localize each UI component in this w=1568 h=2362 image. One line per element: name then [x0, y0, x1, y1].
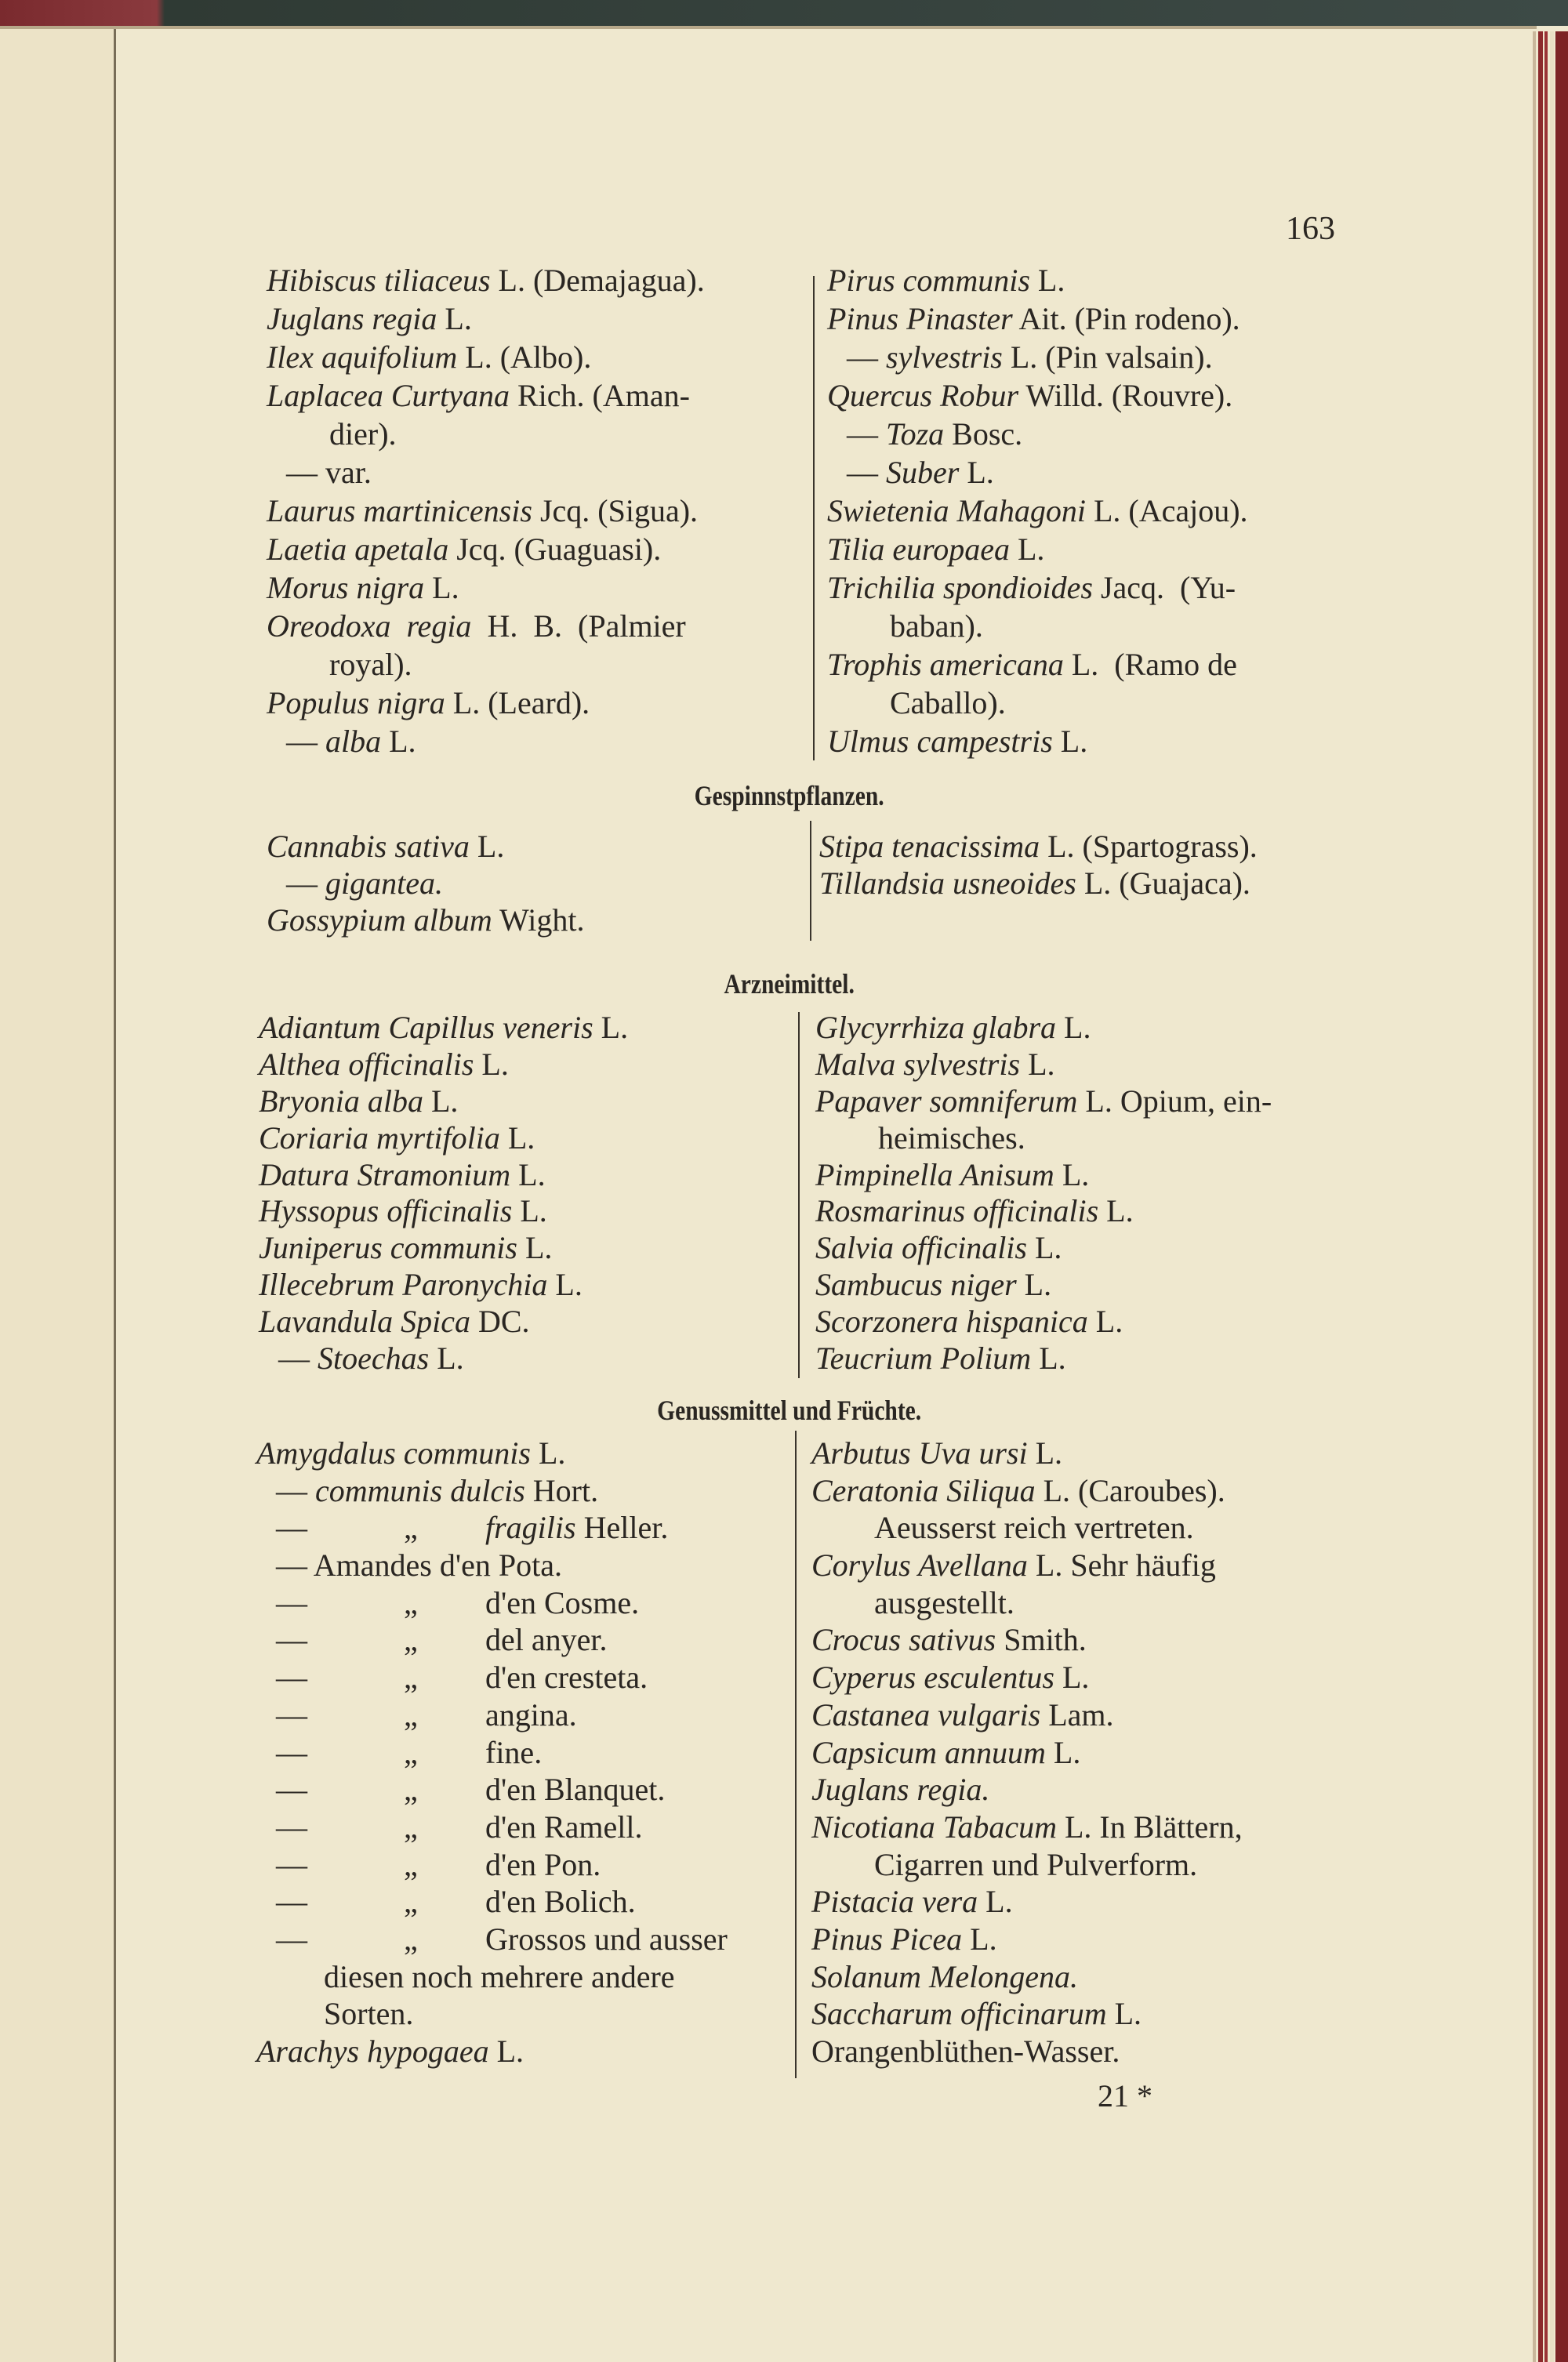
list-item: [259, 1230, 628, 1267]
entry-text: dier).: [329, 416, 397, 452]
list-item: [267, 828, 584, 865]
list-item: [815, 1193, 1272, 1230]
list-item: [267, 376, 705, 415]
ditto-dash: —: [276, 1584, 307, 1620]
list-item: [811, 1472, 1243, 1510]
entry-text: L. (Caroubes).: [1035, 1472, 1225, 1508]
entry-text: Wight.: [492, 902, 585, 938]
entry-text: L. (Albo).: [457, 339, 592, 375]
entry-text: —: [286, 724, 325, 759]
entry-text: L. Opium, ein-: [1077, 1083, 1272, 1119]
species-name: Papaver somniferum: [815, 1083, 1078, 1119]
column-left: [259, 1010, 628, 1377]
entry-text: d'en cresteta.: [485, 1660, 648, 1696]
entry-text: L.: [593, 1010, 629, 1045]
entry-text: L.: [1098, 1193, 1134, 1229]
entry-text: L.: [1026, 1230, 1062, 1266]
entry-text: L.: [530, 1435, 566, 1471]
list-item: [819, 865, 1258, 902]
entry-text: L. (Demajagua).: [490, 263, 705, 298]
list-item: [811, 1547, 1243, 1584]
ditto-mark: „: [404, 1772, 418, 1808]
species-name: Pinus Picea: [811, 1921, 963, 1957]
entry-text: ausgestellt.: [874, 1584, 1014, 1620]
list-item: [815, 1120, 1272, 1157]
entry-text: L. (Pin valsain).: [1002, 339, 1213, 375]
species-name: gigantea.: [325, 865, 443, 901]
species-name: Solanum Melongena.: [811, 1958, 1078, 1994]
list-item: [811, 1809, 1243, 1846]
ditto-text: [485, 1621, 608, 1659]
list-item: [267, 299, 705, 338]
entry-text: —: [847, 416, 886, 452]
entry-text: L.: [1009, 532, 1045, 567]
list-item: [815, 1304, 1272, 1341]
list-item: [811, 1509, 1243, 1547]
list-item: [827, 568, 1248, 607]
species-name: Rosmarinus officinalis: [815, 1193, 1099, 1229]
column-divider: [795, 1431, 797, 2078]
list-item: [259, 1304, 628, 1341]
species-name: Laetia apetala: [267, 532, 449, 567]
ditto-mark: „: [404, 1884, 418, 1920]
entry-text: L.: [1031, 1341, 1066, 1377]
species-name: Stipa tenacissima: [819, 829, 1040, 864]
list-item: [827, 376, 1248, 415]
entry-text: d'en Blanquet.: [485, 1772, 666, 1808]
list-item: [256, 1734, 675, 1772]
list-item: [827, 684, 1248, 722]
entry-text: Bosc.: [944, 416, 1023, 452]
species-name: Coriaria myrtifolia: [259, 1119, 500, 1156]
species-name: Datura Stramonium: [259, 1156, 511, 1192]
list-item: [267, 568, 705, 607]
entry-text: — Amandes d'en Pota.: [276, 1547, 562, 1584]
entry-text: L. (Acajou).: [1085, 493, 1248, 528]
species-name: Adiantum Capillus veneris: [259, 1010, 593, 1045]
list-item: [259, 1341, 628, 1377]
species-name: Ceratonia Siliqua: [811, 1472, 1036, 1508]
list-item: [267, 645, 705, 684]
species-name: Juglans regia.: [811, 1772, 990, 1808]
page-edge: [1533, 31, 1536, 2362]
list-item: [815, 1230, 1272, 1267]
entry-text: L.: [547, 1267, 583, 1303]
list-item: [811, 1921, 1243, 1958]
list-item: [267, 902, 584, 938]
ditto-dash: —: [276, 1660, 307, 1696]
section-heading: Gespinnstpflanzen.: [694, 780, 884, 811]
species-name: Morus nigra: [267, 570, 425, 605]
species-name: Arbutus Uva ursi: [811, 1435, 1028, 1471]
list-item: [259, 1010, 628, 1047]
species-name: Cannabis sativa: [267, 829, 470, 864]
entry-text: Jcq. (Sigua).: [532, 493, 699, 528]
entry-text: Lam.: [1040, 1696, 1114, 1732]
ditto-mark: „: [404, 1846, 418, 1882]
list-item: [815, 1047, 1272, 1083]
list-item: [811, 1771, 1243, 1809]
species-name: Laplacea Curtyana: [267, 378, 510, 413]
entry-text: diesen noch mehrere andere: [324, 1958, 675, 1994]
ditto-dash: —: [276, 1622, 307, 1658]
species-name: Trichilia spondioides: [827, 570, 1093, 605]
entry-text: L.: [488, 2034, 524, 2069]
entry-text: L.: [429, 1341, 464, 1377]
list-item: [256, 1435, 675, 1472]
list-item: [256, 1846, 675, 1884]
entry-text: heimisches.: [878, 1119, 1025, 1156]
species-name: Populus nigra: [267, 685, 445, 720]
list-item: [256, 1958, 675, 1996]
ditto-dash: —: [276, 1884, 307, 1920]
species-name: Hibiscus tiliaceus: [267, 263, 491, 298]
entry-text: L.: [424, 570, 459, 605]
list-item: [259, 1267, 628, 1304]
entry-text: L.: [1045, 1734, 1081, 1770]
list-item: [815, 1010, 1272, 1047]
list-item: [811, 1995, 1243, 2033]
ditto-text: [485, 1734, 542, 1772]
list-item: [256, 1509, 675, 1547]
ditto-text: [485, 1584, 639, 1622]
page-fold-line: [114, 29, 116, 2362]
species-name: Capsicum annuum: [811, 1734, 1046, 1770]
entry-text: L. In Blättern,: [1057, 1809, 1243, 1845]
entry-text: baban).: [890, 608, 983, 644]
entry-text: —: [278, 1341, 318, 1377]
entry-text: —: [847, 455, 886, 490]
entry-text: —: [847, 339, 886, 375]
entry-text: royal).: [329, 647, 412, 682]
ditto-mark: „: [404, 1510, 418, 1546]
list-item: [267, 492, 705, 530]
species-name: Arachys hypogaea: [256, 2034, 489, 2069]
list-item: [811, 1696, 1243, 1734]
ditto-dash: —: [276, 1809, 307, 1845]
ditto-text: [485, 1846, 601, 1884]
page-edge: [1555, 31, 1568, 2362]
species-name: communis dulcis: [315, 1472, 525, 1508]
species-name: Quercus Robur: [827, 378, 1019, 413]
entry-text: L. (Ramo de: [1063, 647, 1237, 682]
page-edge: [1550, 31, 1554, 2362]
list-item: [256, 1659, 675, 1696]
entry-text: Jacq. (Yu-: [1092, 570, 1236, 605]
list-item: [827, 492, 1248, 530]
list-item: [827, 453, 1248, 492]
list-item: [259, 1083, 628, 1120]
ditto-dash: —: [276, 1510, 307, 1546]
list-item: [256, 1621, 675, 1659]
entry-text: L.: [381, 724, 416, 759]
entry-text: Sorten.: [324, 1996, 414, 2032]
species-name: Crocus sativus: [811, 1622, 996, 1658]
list-item: [811, 1734, 1243, 1772]
species-name: Salvia officinalis: [815, 1230, 1027, 1266]
species-name: Gossypium album: [267, 902, 492, 938]
ditto-text: [485, 1809, 643, 1846]
ditto-text: [485, 1696, 577, 1734]
entry-text: L.: [469, 829, 505, 864]
entry-text: L. Sehr häufig: [1027, 1547, 1216, 1584]
entry-text: L.: [1016, 1267, 1052, 1303]
list-item: [259, 1047, 628, 1083]
section-heading: Genussmittel und Früchte.: [657, 1395, 922, 1426]
ditto-mark: „: [404, 1734, 418, 1770]
species-name: Corylus Avellana: [811, 1547, 1028, 1584]
column-left: [267, 261, 705, 760]
entry-text: L.: [978, 1884, 1013, 1920]
entry-text: d'en Cosme.: [485, 1584, 640, 1620]
ditto-mark: „: [404, 1921, 418, 1957]
species-name: Sambucus niger: [815, 1267, 1017, 1303]
page-edge: [1544, 31, 1548, 2362]
species-name: Tillandsia usneoides: [819, 865, 1076, 901]
species-name: Castanea vulgaris: [811, 1696, 1041, 1732]
species-name: Malva sylvestris: [815, 1046, 1021, 1082]
page-edge: [1538, 31, 1543, 2362]
list-item: [811, 1958, 1243, 1996]
column-left: [256, 1435, 728, 2070]
entry-text: L.: [959, 455, 994, 490]
ditto-text: [485, 1509, 668, 1547]
list-item: [256, 1995, 675, 2033]
list-item: [815, 1267, 1272, 1304]
species-name: Laurus martinicensis: [267, 493, 532, 528]
page-number: 163: [1286, 211, 1335, 247]
list-item: [267, 338, 705, 376]
list-item: [267, 261, 705, 299]
entry-text: L.: [517, 1230, 553, 1266]
entry-text: Smith.: [996, 1622, 1087, 1658]
entry-text: L.: [1054, 1660, 1090, 1696]
ditto-mark: „: [404, 1584, 418, 1620]
list-item: [267, 415, 705, 453]
list-item: [256, 2033, 675, 2070]
species-name: Scorzonera hispanica: [815, 1304, 1088, 1340]
ditto-dash: —: [276, 1734, 307, 1770]
entry-text: Jcq. (Guaguasi).: [448, 532, 662, 567]
ditto-mark: „: [404, 1622, 418, 1658]
entry-text: L.: [510, 1156, 546, 1192]
entry-text: Ait. (Pin rodeno).: [1012, 301, 1240, 336]
entry-text: L.: [1056, 1010, 1091, 1045]
species-name: Pinus Pinaster: [827, 301, 1013, 336]
list-item: [811, 1883, 1243, 1921]
list-item: [811, 1659, 1243, 1696]
ditto-mark: „: [404, 1809, 418, 1845]
entry-text: Orangenblüthen-Wasser.: [811, 2034, 1120, 2069]
species-name: Oreodoxa regia: [267, 608, 472, 644]
list-item: [827, 415, 1248, 453]
species-name: Bryonia alba: [259, 1083, 423, 1119]
ditto-dash: —: [276, 1772, 307, 1808]
species-name: Trophis americana: [827, 647, 1064, 682]
ditto-mark: „: [404, 1660, 418, 1696]
ditto-text: [485, 1771, 665, 1809]
previous-page-strip: [0, 29, 114, 2362]
species-name: Hyssopus officinalis: [259, 1193, 513, 1229]
species-name: Amygdalus communis: [256, 1435, 531, 1471]
list-item: [815, 1341, 1272, 1377]
list-item: [256, 1696, 675, 1734]
species-name: Toza: [886, 416, 945, 452]
list-item: [256, 1921, 728, 1958]
list-item: [811, 1584, 1243, 1622]
species-name: Pimpinella Anisum: [815, 1156, 1054, 1192]
list-item: [811, 1435, 1243, 1472]
list-item: [267, 453, 705, 492]
list-item: [259, 1120, 628, 1157]
list-item: [827, 338, 1248, 376]
species-name: Saccharum officinarum: [811, 1996, 1107, 2032]
list-item: [827, 261, 1248, 299]
entry-text: Grossos und ausser: [485, 1921, 728, 1957]
entry-text: Aeusserst reich vertreten.: [874, 1510, 1194, 1546]
column-divider: [813, 276, 815, 760]
entry-text: L.: [1052, 724, 1088, 759]
species-name: Pistacia vera: [811, 1884, 978, 1920]
entry-text: —: [286, 865, 325, 901]
entry-text: L.: [423, 1083, 459, 1119]
entry-text: — var.: [286, 455, 372, 490]
list-item: [256, 1547, 675, 1584]
list-item: [827, 607, 1248, 645]
species-name: Pirus communis: [827, 263, 1030, 298]
entry-text: Willd. (Rouvre).: [1018, 378, 1233, 413]
species-name: Cyperus esculentus: [811, 1660, 1054, 1696]
book-cover-edge: [0, 0, 1568, 26]
entry-text: angina.: [485, 1696, 577, 1732]
list-item: [267, 722, 705, 760]
entry-text: fine.: [485, 1734, 543, 1770]
species-name: Stoechas: [318, 1341, 430, 1377]
page-top-edge: [0, 26, 1537, 29]
entry-text: L. (Leard).: [445, 685, 590, 720]
species-name: Ilex aquifolium: [267, 339, 458, 375]
list-item: [256, 1883, 675, 1921]
entry-text: L.: [1087, 1304, 1123, 1340]
column-right: [811, 1435, 1243, 2070]
signature-mark: 21 *: [1098, 2078, 1152, 2113]
entry-text: H. B. (Palmier: [471, 608, 686, 644]
ditto-dash: —: [276, 1846, 307, 1882]
list-item: [815, 1157, 1272, 1194]
list-item: [259, 1157, 628, 1194]
ditto-text: [485, 1883, 636, 1921]
entry-text: L.: [1027, 1435, 1063, 1471]
column-right: [819, 828, 1258, 902]
column-divider: [810, 821, 811, 941]
entry-text: L.: [1029, 263, 1065, 298]
species-name: Juniperus communis: [259, 1230, 517, 1266]
column-divider: [798, 1012, 800, 1378]
section-heading: Arzneimittel.: [724, 968, 855, 1000]
entry-text: L. (Guajaca).: [1076, 865, 1250, 901]
ditto-dash: —: [276, 1921, 307, 1957]
list-item: [827, 722, 1248, 760]
species-name: Illecebrum Paronychia: [259, 1267, 548, 1303]
species-name: sylvestris: [886, 339, 1003, 375]
list-item: [256, 1771, 675, 1809]
ditto-text: [485, 1921, 728, 1958]
list-item: [256, 1809, 675, 1846]
list-item: [815, 1083, 1272, 1120]
entry-text: L.: [474, 1046, 509, 1082]
entry-text: Hort.: [524, 1472, 599, 1508]
list-item: [267, 607, 705, 645]
ditto-dash: —: [276, 1696, 307, 1732]
species-name: alba: [325, 724, 382, 759]
entry-text: L.: [962, 1921, 997, 1957]
entry-text: Rich. (Aman-: [509, 378, 690, 413]
species-name: Nicotiana Tabacum: [811, 1809, 1057, 1845]
column-right: [827, 261, 1248, 760]
list-item: [267, 530, 705, 568]
ditto-mark: „: [404, 1696, 418, 1732]
entry-text: L.: [512, 1193, 547, 1229]
species-name: Glycyrrhiza glabra: [815, 1010, 1057, 1045]
list-item: [827, 530, 1248, 568]
list-item: [267, 684, 705, 722]
list-item: [259, 1193, 628, 1230]
list-item: [256, 1472, 675, 1510]
entry-text: L.: [1106, 1996, 1142, 2032]
list-item: [811, 1846, 1243, 1884]
entry-text: del anyer.: [485, 1622, 608, 1658]
ditto-text: [485, 1659, 648, 1696]
entry-text: d'en Bolich.: [485, 1884, 636, 1920]
list-item: [267, 865, 584, 902]
list-item: [827, 299, 1248, 338]
entry-text: Cigarren und Pulverform.: [874, 1846, 1198, 1882]
column-right: [815, 1010, 1272, 1377]
species-name: Lavandula Spica: [259, 1304, 470, 1340]
entry-text: L.: [1020, 1046, 1055, 1082]
species-name: Althea officinalis: [259, 1046, 474, 1082]
list-item: [827, 645, 1248, 684]
list-item: [811, 1621, 1243, 1659]
species-name: Suber: [886, 455, 960, 490]
list-item: [811, 2033, 1243, 2070]
species-name: Swietenia Mahagoni: [827, 493, 1086, 528]
entry-text: d'en Pon.: [485, 1846, 601, 1882]
entry-text: Heller.: [575, 1510, 669, 1546]
list-item: [819, 828, 1258, 865]
entry-text: L.: [499, 1119, 535, 1156]
species-name: Teucrium Polium: [815, 1341, 1032, 1377]
entry-text: L.: [1054, 1156, 1090, 1192]
species-name: Tilia europaea: [827, 532, 1010, 567]
entry-text: —: [276, 1472, 315, 1508]
entry-text: d'en Ramell.: [485, 1809, 643, 1845]
column-left: [267, 828, 584, 938]
list-item: [256, 1584, 675, 1622]
entry-text: DC.: [470, 1304, 530, 1340]
entry-text: L. (Spartograss).: [1040, 829, 1258, 864]
species-name: fragilis: [485, 1510, 576, 1546]
entry-text: Caballo).: [890, 685, 1006, 720]
species-name: Ulmus campestris: [827, 724, 1053, 759]
species-name: Juglans regia: [267, 301, 437, 336]
entry-text: L.: [437, 301, 472, 336]
